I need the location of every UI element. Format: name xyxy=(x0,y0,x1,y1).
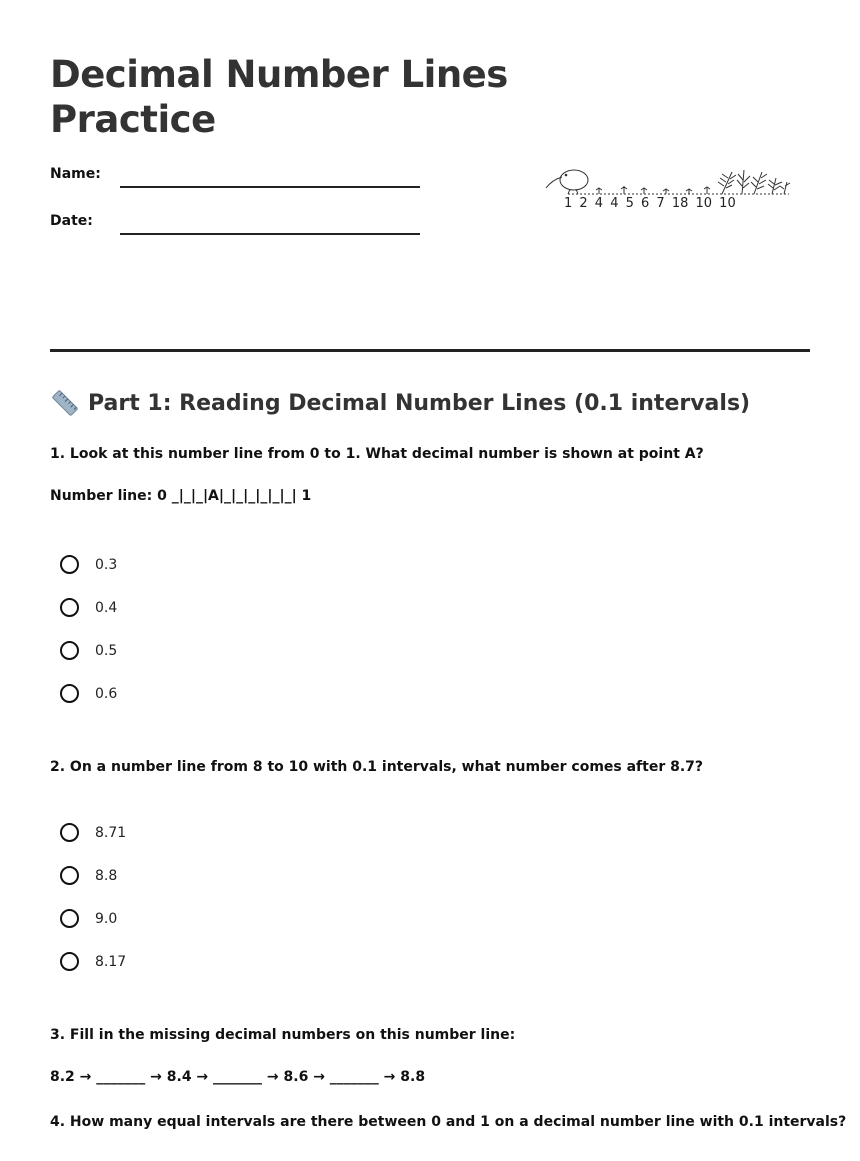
option-label: 8.71 xyxy=(95,824,127,841)
radio-button[interactable] xyxy=(60,866,79,885)
radio-button[interactable] xyxy=(60,598,79,617)
name-label: Name: xyxy=(50,166,101,182)
radio-button[interactable] xyxy=(60,823,79,842)
question-1-option[interactable] xyxy=(60,641,117,660)
ruler-icon xyxy=(50,388,80,418)
question-2-prompt: 2. On a number line from 8 to 10 with 0.1 intervals, what number comes after 8.7? xyxy=(50,759,704,775)
option-label: 8.8 xyxy=(95,867,118,884)
option-label: 0.4 xyxy=(95,599,118,616)
question-3-prompt: 3. Fill in the missing decimal numbers on this number line: xyxy=(50,1027,516,1043)
question-2-option[interactable] xyxy=(60,952,126,971)
question-2-option[interactable] xyxy=(60,909,117,928)
kiwi-number-line-illustration xyxy=(544,160,794,220)
part-1-heading xyxy=(50,388,750,418)
question-1-option[interactable] xyxy=(60,555,117,574)
illustration-numbers: 1 2 4 4 5 6 7 18 10 10 xyxy=(564,196,736,211)
question-1-prompt: 1. Look at this number line from 0 to 1. What decimal number is shown at point A? xyxy=(50,446,704,462)
option-label: 0.6 xyxy=(95,685,118,702)
name-field[interactable] xyxy=(120,186,420,188)
question-1-number-line: Number line: 0 _|_|_|A|_|_|_|_|_|_| 1 xyxy=(50,488,312,504)
question-2-option[interactable] xyxy=(60,823,126,842)
worksheet-title xyxy=(50,52,508,142)
date-field[interactable] xyxy=(120,233,420,235)
question-3-sequence: 8.2 → _______ → 8.4 → _______ → 8.6 → _______ → 8.8 xyxy=(50,1069,426,1085)
question-1-option[interactable] xyxy=(60,598,117,617)
question-2-option[interactable] xyxy=(60,866,117,885)
radio-button[interactable] xyxy=(60,641,79,660)
option-label: 0.5 xyxy=(95,642,118,659)
title-line-2: Practice xyxy=(50,98,216,141)
option-label: 8.17 xyxy=(95,953,127,970)
part-1-heading-text: Part 1: Reading Decimal Number Lines (0.1 intervals) xyxy=(88,390,751,416)
title-line-1: Decimal Number Lines xyxy=(50,53,508,96)
radio-button[interactable] xyxy=(60,555,79,574)
section-divider xyxy=(50,349,810,352)
radio-button[interactable] xyxy=(60,684,79,703)
option-label: 9.0 xyxy=(95,910,118,927)
radio-button[interactable] xyxy=(60,909,79,928)
radio-button[interactable] xyxy=(60,952,79,971)
question-4-prompt: 4. How many equal intervals are there between 0 and 1 on a decimal number line with 0.1 intervals? xyxy=(50,1114,847,1130)
option-label: 0.3 xyxy=(95,556,118,573)
date-label: Date: xyxy=(50,213,93,229)
question-1-option[interactable] xyxy=(60,684,117,703)
